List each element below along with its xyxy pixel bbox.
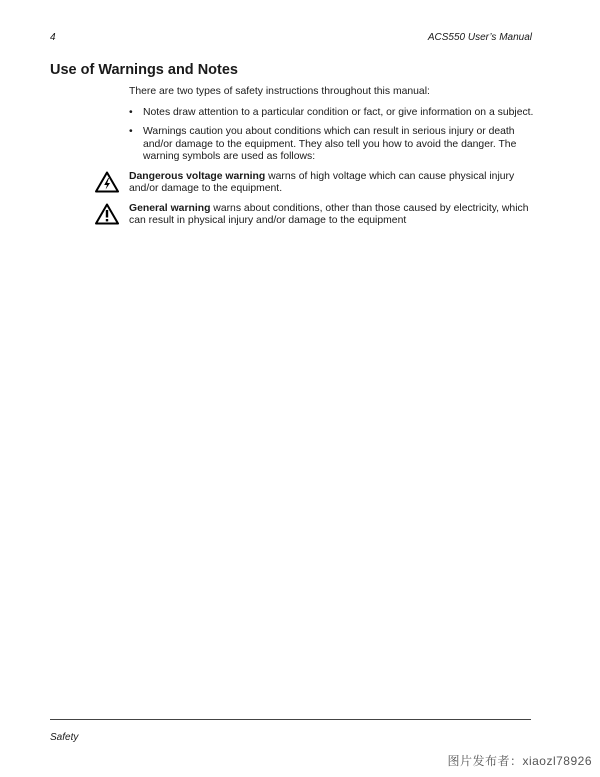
page-number: 4 bbox=[50, 32, 56, 43]
general-warning-icon bbox=[95, 203, 119, 225]
footer-section-name: Safety bbox=[50, 732, 79, 743]
bullet-notes bbox=[129, 107, 534, 120]
section-body bbox=[129, 86, 534, 235]
bullet-text: Notes draw attention to a particular condition or fact, or give information on a subject. bbox=[143, 106, 534, 118]
dangerous-voltage-warning bbox=[129, 171, 534, 196]
warning-text: warns about conditions, other than those caused by electricity, which can result in physical injury and/or damage to the equipment bbox=[129, 202, 529, 226]
intro-paragraph: There are two types of safety instructions throughout this manual: bbox=[129, 86, 430, 97]
warning-label: General warning bbox=[129, 202, 211, 214]
bullet-warnings bbox=[129, 126, 534, 164]
bullet-text: Warnings caution you about conditions which can result in serious injury or death and/or damage to the equipment. They also tell you how to avoid the danger. The warning symbols are used as follows: bbox=[143, 126, 517, 162]
watermark-text: 图片发布者：xiaozl78926 bbox=[447, 754, 592, 768]
bullet-symbol: • bbox=[129, 126, 133, 137]
section-heading: Use of Warnings and Notes bbox=[50, 62, 238, 78]
document-title: ACS550 User’s Manual bbox=[427, 32, 532, 43]
warning-label: Dangerous voltage warning bbox=[129, 170, 266, 182]
warning-text: warns of high voltage which can cause physical injury and/or damage to the equipment. bbox=[129, 170, 515, 194]
footer-divider bbox=[50, 719, 531, 720]
general-warning bbox=[129, 203, 534, 228]
high-voltage-warning-icon bbox=[95, 171, 119, 193]
bullet-symbol: • bbox=[129, 106, 133, 118]
